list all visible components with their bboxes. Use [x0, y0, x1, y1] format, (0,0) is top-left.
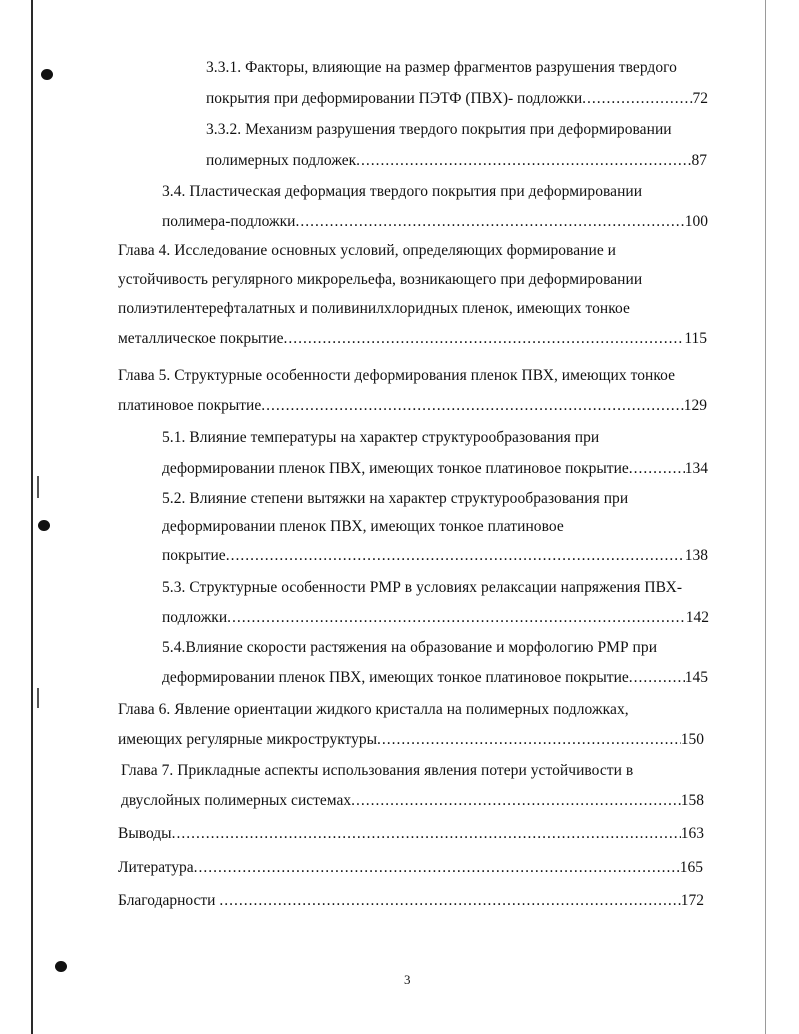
toc-literature[interactable]: [118, 858, 703, 878]
toc-page-number: 172: [680, 892, 704, 909]
toc-entry-5-4[interactable]: [162, 668, 708, 688]
toc-entry-5-3-line-1: 5.3. Структурные особенности РМР в условиях релаксации напряжения ПВХ-: [162, 579, 683, 596]
punch-hole-mark: [41, 69, 53, 80]
toc-chapter-7-line-1: Глава 7. Прикладные аспекты использования явления потери устойчивости в: [121, 762, 634, 779]
toc-leader-dots: [194, 858, 680, 878]
toc-entry-5-2-line-2: деформировании пленок ПВХ, имеющих тонкое платиновое: [162, 518, 564, 535]
toc-chapter-6-line-1: Глава 6. Явление ориентации жидкого кристалла на полимерных подложках,: [118, 701, 629, 718]
toc-leader-dots: [261, 396, 684, 416]
toc-entry-3-4-line-1: 3.4. Пластическая деформация твердого покрытия при деформировании: [162, 183, 643, 200]
scan-edge-right: [765, 0, 766, 1034]
toc-page-number: 115: [684, 330, 707, 347]
toc-entry-5-1[interactable]: [162, 459, 708, 479]
toc-page-number: 72: [692, 90, 708, 107]
toc-chapter-4[interactable]: [118, 329, 707, 349]
toc-conclusions[interactable]: [118, 824, 704, 844]
toc-page-number: 142: [685, 609, 709, 626]
page-number: 3: [404, 972, 411, 987]
toc-entry-title: подложки: [162, 609, 228, 626]
toc-entry-title: полимерных подложек: [206, 152, 357, 169]
toc-entry-title: полимера-подложки: [162, 213, 296, 230]
toc-chapter-5[interactable]: [118, 396, 707, 416]
toc-entry-5-2[interactable]: [162, 546, 708, 566]
toc-entry-title: металлическое покрытие: [118, 330, 284, 347]
toc-entry-title: двуслойных полимерных системах: [121, 792, 352, 809]
toc-page-number: 134: [684, 460, 708, 477]
toc-entry-3-3-1-line-1: 3.3.1. Факторы, влияющие на размер фрагментов разрушения твердого: [206, 59, 677, 76]
toc-entry-5-1-line-1: 5.1. Влияние температуры на характер структурообразования при: [162, 429, 600, 446]
toc-entry-3-3-2[interactable]: [206, 151, 707, 171]
toc-entry-title: Выводы: [118, 825, 172, 842]
toc-leader-dots: [295, 212, 684, 232]
toc-entry-title: имеющих регулярные микроструктуры: [118, 731, 378, 748]
toc-leader-dots: [629, 668, 685, 688]
toc-page-number: 87: [691, 152, 707, 169]
toc-leader-dots: [377, 730, 681, 750]
toc-page-number: 100: [684, 213, 708, 230]
toc-leader-dots: [226, 546, 685, 566]
toc-leader-dots: [582, 89, 692, 109]
toc-entry-title: платиновое покрытие: [118, 397, 262, 414]
toc-chapter-4-line-1: Глава 4. Исследование основных условий, определяющих формирование и: [118, 242, 617, 259]
toc-page-number: 163: [680, 825, 704, 842]
toc-leader-dots: [629, 459, 685, 479]
toc-entry-title: деформировании пленок ПВХ, имеющих тонкое платиновое покрытие: [162, 669, 629, 686]
toc-entry-5-4-line-1: 5.4.Влияние скорости растяжения на образование и морфологию РМР при: [162, 639, 658, 656]
toc-page-number: 129: [683, 397, 707, 414]
toc-entry-title: деформировании пленок ПВХ, имеющих тонкое платиновое покрытие: [162, 460, 629, 477]
toc-leader-dots: [172, 824, 681, 844]
punch-hole-mark: [55, 961, 67, 972]
toc-acknowledgements[interactable]: [118, 891, 704, 911]
toc-entry-3-3-1[interactable]: [206, 89, 708, 109]
toc-entry-title: Благодарности: [118, 892, 220, 909]
scan-artifact: [37, 688, 39, 708]
toc-chapter-7[interactable]: [121, 791, 704, 811]
toc-leader-dots: [219, 891, 680, 911]
toc-leader-dots: [227, 608, 686, 628]
toc-entry-3-4[interactable]: [162, 212, 708, 232]
scan-edge-left: [31, 0, 33, 1034]
toc-leader-dots: [356, 151, 691, 171]
toc-entry-title: покрытия при деформировании ПЭТФ (ПВХ)- подложки: [206, 90, 583, 107]
toc-page-number: 150: [680, 731, 704, 748]
scan-artifact: [37, 476, 39, 498]
toc-entry-title: Литература: [118, 859, 194, 876]
toc-chapter-6[interactable]: [118, 730, 704, 750]
toc-page-number: 138: [684, 547, 708, 564]
toc-page-number: 158: [680, 792, 704, 809]
toc-chapter-5-line-1: Глава 5. Структурные особенности деформирования пленок ПВХ, имеющих тонкое: [118, 367, 676, 384]
toc-entry-title: покрытие: [162, 547, 226, 564]
toc-entry-5-2-line-1: 5.2. Влияние степени вытяжки на характер структурообразования при: [162, 490, 629, 507]
toc-entry-5-3[interactable]: [162, 608, 709, 628]
toc-entry-3-3-2-line-1: 3.3.2. Механизм разрушения твердого покрытия при деформировании: [206, 121, 672, 138]
toc-leader-dots: [284, 329, 685, 349]
punch-hole-mark: [38, 520, 50, 531]
toc-leader-dots: [351, 791, 681, 811]
toc-chapter-4-line-3: полиэтилентерефталатных и поливинилхлоридных пленок, имеющих тонкое: [118, 300, 630, 317]
toc-page-number: 165: [679, 859, 703, 876]
toc-page-number: 145: [684, 669, 708, 686]
toc-chapter-4-line-2: устойчивость регулярного микрорельефа, возникающего при деформировании: [118, 271, 643, 288]
